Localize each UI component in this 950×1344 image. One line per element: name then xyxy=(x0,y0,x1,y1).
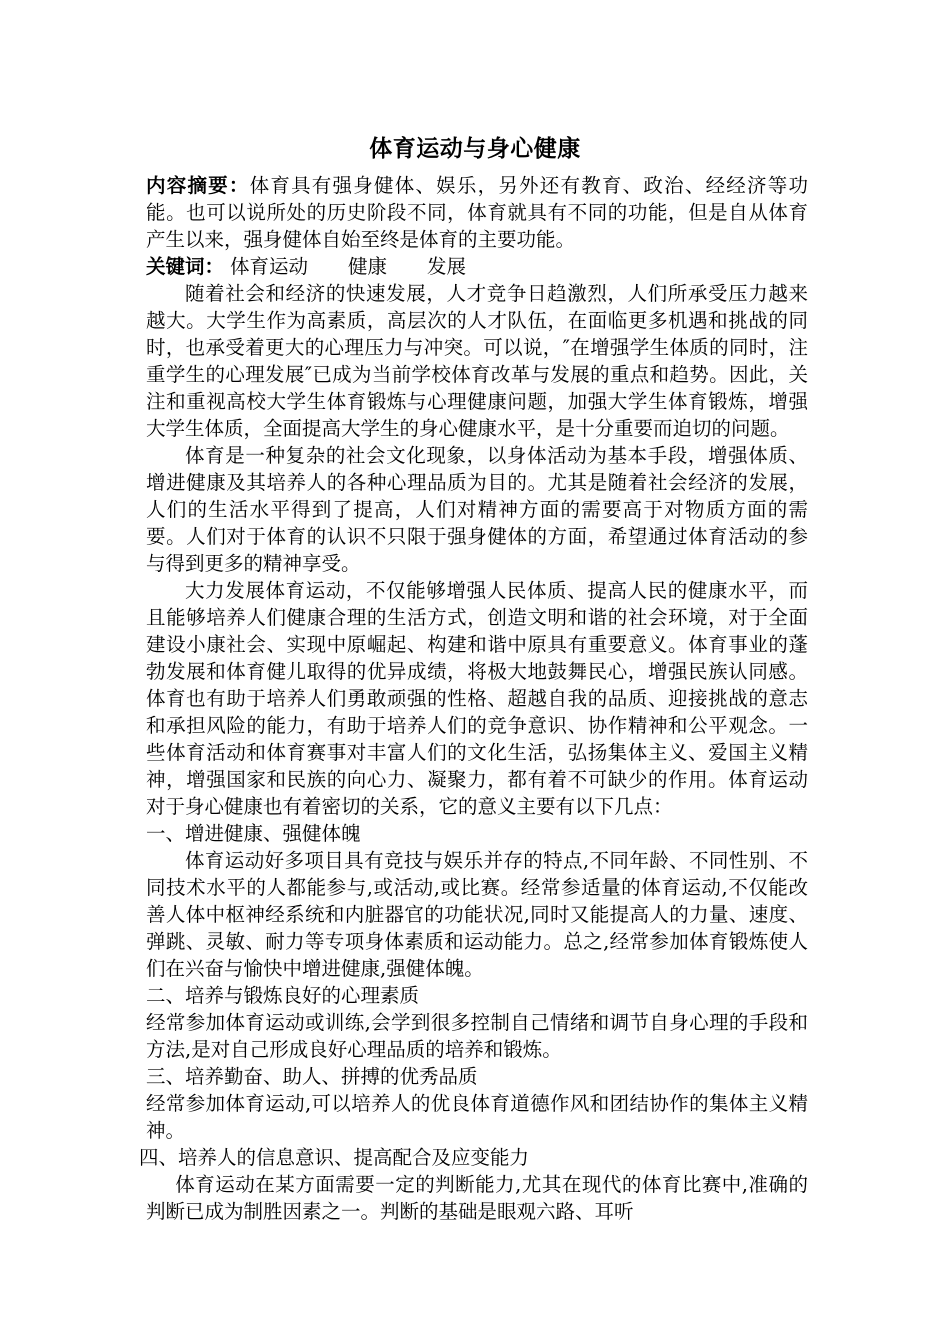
section-paragraph: 体育运动好多项目具有竞技与娱乐并存的特点,不同年龄、不同性别、不同技术水平的人都能参与,或活动,或比赛。经常参适量的体育运动,不仅能改善人体中枢神经系统和内脏器官的功能状况,同时又能提高人的力量、速度、弹跳、灵敏、耐力等专项身体素质和运动能力。总之,经常参加体育锻炼使人们在兴奋与愉快中增进健康,强健体魄。 xyxy=(146,849,808,980)
keyword-item: 体育运动 xyxy=(230,255,309,278)
document-title: 体育运动与身心健康 xyxy=(369,136,581,162)
paragraph: 随着社会和经济的快速发展，人才竞争日趋激烈，人们所承受压力越来越大。大学生作为高素质，高层次的人才队伍，在面临更多机遇和挑战的同时，也承受着更大的心理压力与冲突。可以说，″在增强学生体质的同时，注重学生的心理发展″已成为当前学校体育改革与发展的重点和趋势。因此，关注和重视高校大学生体育锻炼与心理健康问题，加强大学生体育锻炼，增强大学生体质，全面提高大学生的身心健康水平，是十分重要而迫切的问题。 xyxy=(146,282,808,440)
abstract-label: 内容摘要： xyxy=(146,174,250,197)
section-paragraph: 体育运动在某方面需要一定的判断能力,尤其在现代的体育比赛中,准确的判断已成为制胜因素之一。判断的基础是眼观六路、耳听 xyxy=(146,1173,808,1223)
paragraph: 大力发展体育运动，不仅能够增强人民体质、提高人民的健康水平，而且能够培养人们健康合理的生活方式，创造文明和谐的社会环境，对于全面建设小康社会、实现中原崛起、构建和谐中原具有重要意义。体育事业的蓬勃发展和体育健儿取得的优异成绩，将极大地鼓舞民心，增强民族认同感。体育也有助于培养人们勇敢顽强的性格、超越自我的品质、迎接挑战的意志和承担风险的能力，有助于培养人们的竞争意识、协作精神和公平观念。一些体育活动和体育赛事对丰富人们的文化生活，弘扬集体主义、爱国主义精神，增强国家和民族的向心力、凝聚力，都有着不可缺少的作用。体育运动对于身心健康也有着密切的关系，它的意义主要有以下几点： xyxy=(146,579,808,818)
keywords xyxy=(146,253,808,280)
section-heading: 四、培养人的信息意识、提高配合及应变能力 xyxy=(139,1146,530,1169)
section-paragraph: 经常参加体育运动或训练,会学到很多控制自己情绪和调节自身心理的手段和方法,是对自己形成良好心理品质的培养和锻炼。 xyxy=(146,1011,808,1061)
abstract-text: 体育具有强身健体、娱乐，另外还有教育、政治、经经济等功能。也可以说所处的历史阶段不同，体育就具有不同的功能，但是自从体育产生以来，强身健体自始至终是体育的主要功能。 xyxy=(146,174,808,251)
keyword-item: 发展 xyxy=(427,255,467,278)
section-heading: 二、培养与锻炼良好的心理素质 xyxy=(146,984,420,1007)
document-body xyxy=(139,172,808,1225)
section-paragraph: 经常参加体育运动,可以培养人的优良体育道德作风和团结协作的集体主义精神。 xyxy=(146,1092,808,1142)
section-heading: 三、培养勤奋、助人、拼搏的优秀品质 xyxy=(146,1065,478,1088)
keyword-item: 健康 xyxy=(348,255,388,278)
keywords-label: 关键词： xyxy=(146,255,225,278)
paragraph: 体育是一种复杂的社会文化现象，以身体活动为基本手段，增强体质、增进健康及其培养人的各种心理品质为目的。尤其是随着社会经济的发展，人们的生活水平得到了提高，人们对精神方面的需要高于对物质方面的需要。人们对于体育的认识不只限于强身健体的方面，希望通过体育活动的参与得到更多的精神享受。 xyxy=(146,444,808,575)
section-heading: 一、增进健康、强健体魄 xyxy=(146,822,361,845)
abstract xyxy=(146,172,808,253)
